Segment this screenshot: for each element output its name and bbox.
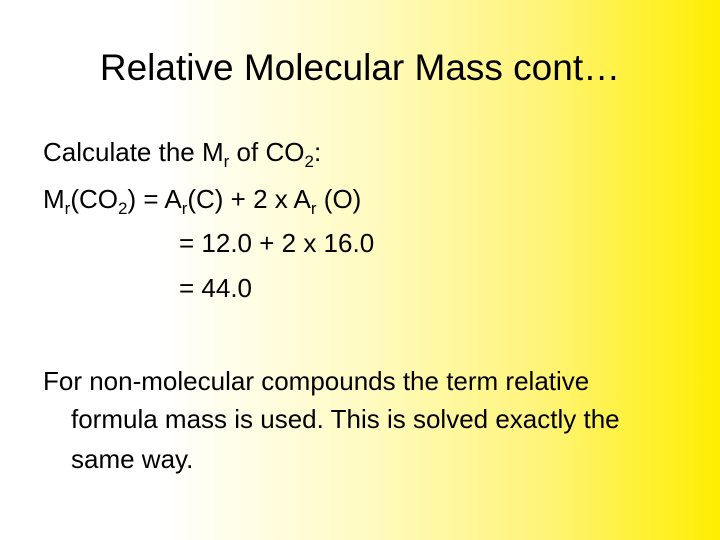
subscript-r: r (223, 152, 230, 171)
subscript-r: r (64, 199, 71, 218)
formula-part: ) = A (127, 184, 182, 214)
paragraph-line: formula mass is used. This is solved exactly the (71, 404, 620, 434)
prompt-colon: : (313, 137, 322, 167)
calculation-result: = 44.0 (179, 273, 253, 303)
formula-part: (CO (70, 184, 119, 214)
subscript-2: 2 (304, 152, 314, 171)
paragraph-line: For non-molecular compounds the term relative (43, 366, 590, 396)
slide-title: Relative Molecular Mass cont… (99, 47, 621, 88)
calculation-step: = 12.0 + 2 x 16.0 (179, 228, 375, 258)
prompt-text-compound: of CO (229, 137, 305, 167)
formula-part: (O) (316, 184, 362, 214)
calculation-prompt (43, 135, 321, 169)
formula-part: M (43, 184, 65, 214)
subscript-r: r (181, 199, 188, 218)
formula-part: (C) + 2 x A (187, 184, 311, 214)
subscript-2: 2 (118, 199, 128, 218)
formula-equation (43, 182, 361, 216)
paragraph-line: same way. (71, 444, 194, 474)
subscript-r: r (310, 199, 317, 218)
prompt-text: Calculate the M (43, 137, 224, 167)
